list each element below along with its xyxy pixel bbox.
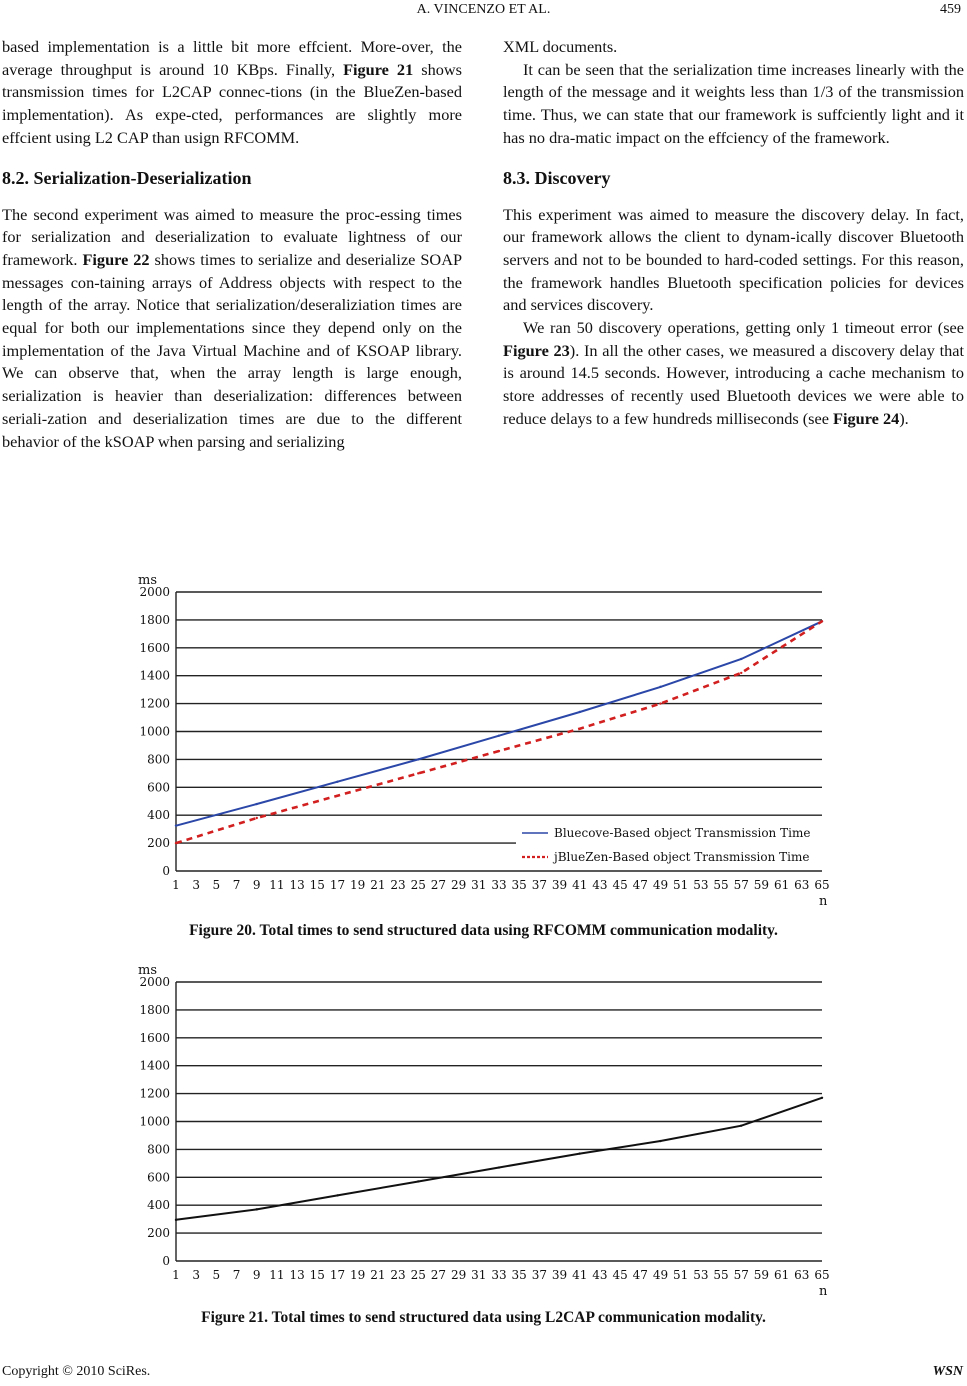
x-tick-label: 53 (693, 1268, 709, 1282)
data-point (740, 658, 742, 660)
x-tick-label: 3 (192, 1268, 201, 1282)
figure-reference: Figure 24 (833, 408, 900, 428)
x-tick-label: 23 (390, 1268, 406, 1282)
x-tick-label: 39 (551, 878, 568, 892)
text-run: shows transmission times for L2CAP connec-tions (in the BlueZen-based implementation). As expe-cted, performances are slightly more effcient using L2 CAP than usign RFCOMM. (2, 59, 462, 147)
x-tick-label: 31 (471, 1268, 487, 1282)
x-axis-label: n (819, 1284, 828, 1299)
data-point (740, 1124, 742, 1126)
x-tick-label: 61 (773, 1268, 790, 1282)
y-tick-label: 200 (147, 1226, 170, 1241)
data-point (579, 728, 581, 730)
y-tick-label: 600 (147, 1170, 170, 1185)
journal-name: WSN (932, 1364, 963, 1379)
x-tick-label: 41 (572, 1268, 588, 1282)
data-point (498, 734, 500, 736)
x-tick-label: 45 (612, 878, 628, 892)
figure-20-caption: Figure 20. Total times to send structured data using RFCOMM communication modality. (189, 922, 778, 939)
x-tick-label: 55 (713, 1268, 729, 1282)
x-tick-label: 29 (450, 1268, 467, 1282)
x-tick-label: 23 (390, 878, 406, 892)
x-tick-label: 51 (673, 878, 689, 892)
x-tick-label: 29 (450, 878, 467, 892)
x-tick-label: 25 (410, 1268, 426, 1282)
figure-20-chart (0, 565, 967, 910)
x-tick-label: 37 (531, 878, 548, 892)
y-axis-label: ms (138, 573, 157, 588)
text-run: This experiment was aimed to measure the discovery delay. In fact, our framework allows the client to dynam-ically discover Bluetooth servers and not to be bounded to hard-coded settings. For this reason, the framework handles Bluetooth specification policies for devices and services discovery. (503, 204, 964, 315)
x-tick-label: 39 (551, 1268, 568, 1282)
section-heading: 8.3. Discovery (503, 167, 611, 188)
data-point (659, 686, 661, 688)
data-point (175, 824, 177, 826)
data-point (336, 1194, 338, 1196)
paragraph (2, 36, 462, 150)
x-tick-label: 41 (572, 878, 588, 892)
page-header (0, 2, 967, 24)
x-tick-label: 19 (350, 878, 366, 892)
x-tick-label: 55 (713, 878, 729, 892)
data-point (740, 672, 742, 674)
y-tick-label: 400 (147, 808, 170, 823)
data-point (256, 803, 258, 805)
x-tick-label: 49 (652, 1268, 669, 1282)
y-tick-label: 1200 (139, 1086, 170, 1101)
x-tick-label: 45 (612, 1268, 628, 1282)
legend-label: jBlueZen-Based object Transmission Time (554, 850, 810, 864)
data-point (336, 781, 338, 783)
y-tick-label: 1600 (139, 1030, 170, 1045)
x-tick-label: 53 (693, 878, 709, 892)
text-run: It can be seen that the serialization time increases linearly with the length of the message and it weights less than 1/3 of the transmission time. Thus, we can state that our framework is suffciently light and it has no dra-matic impact on the effciency of the framework. (503, 59, 964, 147)
figure-21-plot (0, 955, 967, 1300)
x-tick-label: 7 (232, 878, 241, 892)
section-heading: 8.2. Serialization-Deserialization (2, 167, 252, 188)
data-point (256, 817, 258, 819)
legend-label: Bluecove-Based object Transmission Time (554, 826, 811, 840)
x-tick-label: 15 (309, 1268, 325, 1282)
x-tick-label: 31 (471, 878, 487, 892)
x-tick-label: 27 (430, 1268, 447, 1282)
x-tick-label: 13 (289, 878, 305, 892)
y-tick-label: 1200 (139, 696, 170, 711)
data-point (498, 1166, 500, 1168)
x-tick-label: 5 (212, 1268, 221, 1282)
text-run: based implementation is a little bit more effcient. More-over, the average throughput is around 10 KBps. Finally, (2, 37, 462, 79)
paragraph (2, 204, 462, 454)
data-point (498, 750, 500, 752)
y-tick-label: 0 (162, 1254, 170, 1268)
x-tick-label: 61 (773, 878, 790, 892)
text-run: The second experiment was aimed to measure the proc-essing times for serialization and deserialization to evaluate lightness of our framework. (2, 204, 462, 269)
y-tick-label: 0 (162, 864, 170, 878)
x-tick-label: 1 (172, 1268, 180, 1282)
text-run: shows times to serialize and deserialize SOAP messages con-taining arrays of Address objects with respect to the length of the array. Notice that serialization/deseraliziation times are equal for both our implementations since they depend only on the implementation of the Java Virtual Machine and of KSOAP library. We can observe that, when the array length is large enough, serialization is heavier than deserialization: differences between seriali-zation and deserialization times are due to the different behavior of the kSOAP when parsing and serializing (2, 249, 463, 451)
running-head: A. VINCENZO ET AL. (416, 2, 551, 17)
data-point (659, 702, 661, 704)
figure-21-chart (0, 955, 967, 1300)
paragraph (503, 59, 964, 150)
x-tick-label: 35 (511, 1268, 527, 1282)
y-tick-label: 1000 (139, 724, 170, 739)
y-tick-label: 2000 (139, 585, 170, 599)
x-tick-label: 63 (794, 1268, 810, 1282)
x-tick-label: 43 (592, 1268, 608, 1282)
x-tick-label: 33 (491, 1268, 507, 1282)
x-tick-label: 47 (632, 1268, 648, 1282)
text-run: We ran 50 discovery operations, getting only 1 timeout error (see (523, 318, 964, 338)
x-tick-label: 3 (192, 878, 201, 892)
x-axis-label: n (819, 894, 828, 909)
y-tick-label: 400 (147, 1198, 170, 1213)
x-tick-label: 13 (289, 1268, 305, 1282)
text-run: ). (899, 408, 909, 428)
data-point (579, 1152, 581, 1154)
figure-reference: Figure 23 (503, 340, 570, 360)
figure-21-caption: Figure 21. Total times to send structured data using L2CAP communication modality. (201, 1309, 766, 1326)
copyright: Copyright © 2010 SciRes. (2, 1364, 151, 1379)
page-number: 459 (940, 2, 961, 17)
data-point (417, 1180, 419, 1182)
data-point (821, 620, 823, 622)
x-tick-label: 59 (753, 1268, 770, 1282)
paragraph (503, 36, 964, 59)
x-tick-label: 19 (350, 1268, 366, 1282)
y-tick-label: 600 (147, 780, 170, 795)
x-tick-label: 1 (172, 878, 180, 892)
data-point (417, 758, 419, 760)
paragraph (503, 317, 964, 431)
y-tick-label: 800 (147, 752, 170, 767)
x-tick-label: 9 (252, 1268, 261, 1282)
series-line (176, 621, 822, 825)
x-tick-label: 57 (733, 1268, 749, 1282)
x-tick-label: 47 (632, 878, 648, 892)
data-point (659, 1140, 661, 1142)
y-tick-label: 1400 (139, 668, 170, 683)
x-tick-label: 11 (269, 1268, 285, 1282)
x-tick-label: 21 (370, 878, 386, 892)
text-run: ). In all the other cases, we measured a discovery delay that is around 14.5 seconds. However, introducing a cache mechanism to store addresses of recently used Bluetooth devices we were able to reduce delays to a few hundreds milliseconds (see (503, 340, 964, 428)
y-axis-label: ms (138, 963, 157, 978)
x-tick-label: 63 (794, 878, 810, 892)
x-tick-label: 57 (733, 878, 749, 892)
y-tick-label: 200 (147, 836, 170, 851)
data-point (256, 1208, 258, 1210)
y-tick-label: 1800 (139, 1002, 170, 1017)
x-tick-label: 65 (814, 878, 830, 892)
x-tick-label: 51 (673, 1268, 689, 1282)
x-tick-label: 33 (491, 878, 507, 892)
data-point (821, 1097, 823, 1099)
x-tick-label: 65 (814, 1268, 830, 1282)
text-run: XML documents. (503, 37, 618, 56)
x-tick-label: 11 (269, 878, 285, 892)
figure-reference: Figure 22 (82, 249, 150, 269)
data-point (579, 711, 581, 713)
data-point (417, 772, 419, 774)
y-tick-label: 800 (147, 1142, 170, 1157)
x-tick-label: 7 (232, 1268, 241, 1282)
right-column (503, 36, 964, 431)
x-tick-label: 43 (592, 878, 608, 892)
data-point (336, 794, 338, 796)
y-tick-label: 1000 (139, 1114, 170, 1129)
x-tick-label: 9 (252, 878, 261, 892)
x-tick-label: 17 (329, 878, 346, 892)
data-point (175, 1219, 177, 1221)
series-line (176, 1098, 822, 1220)
figure-reference: Figure 21 (343, 59, 414, 79)
figure-20-plot (0, 565, 967, 910)
y-tick-label: 1400 (139, 1058, 170, 1073)
x-tick-label: 59 (753, 878, 770, 892)
y-tick-label: 1600 (139, 640, 170, 655)
paragraph (503, 204, 964, 318)
x-tick-label: 35 (511, 878, 527, 892)
x-tick-label: 25 (410, 878, 426, 892)
left-column (2, 36, 462, 453)
x-tick-label: 21 (370, 1268, 386, 1282)
y-tick-label: 1800 (139, 612, 170, 627)
y-tick-label: 2000 (139, 975, 170, 989)
x-tick-label: 37 (531, 1268, 548, 1282)
x-tick-label: 49 (652, 878, 669, 892)
x-tick-label: 5 (212, 878, 221, 892)
data-point (175, 842, 177, 844)
x-tick-label: 27 (430, 878, 447, 892)
x-tick-label: 15 (309, 878, 325, 892)
x-tick-label: 17 (329, 1268, 346, 1282)
